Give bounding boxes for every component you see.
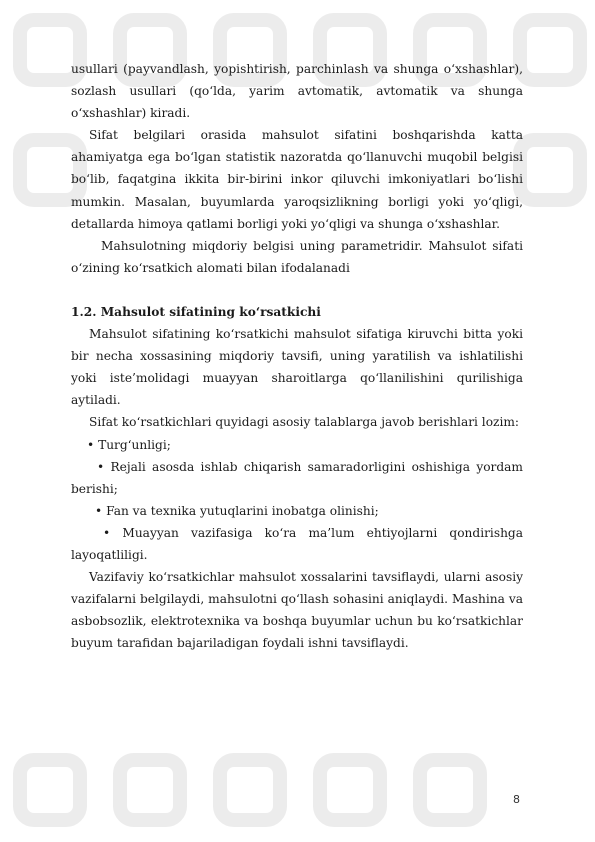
paragraph-functional-indicators: Vazifaviy ko‘rsatkichlar mahsulot xossalarini tavsiflaydi, ularni asosiy vazifalarni belgilaydi, mahsulotni qo‘llash sohasini aniqlaydi. Mashina va asbobsozlik, elektrotexnika va boshqa buyumlar uchun bu ko‘rsatkichlar buyum tarafidan bajariladigan foydali ishni tavsiflaydi.: [71, 570, 523, 651]
section-gap: [71, 279, 523, 301]
paragraph-requirements-intro: Sifat ko‘rsatkichlari quyidagi asosiy talablarga javob berishlari lozim:: [89, 415, 520, 430]
bullet-science: • Fan va texnika yutuqlarini inobatga olinishi;: [95, 503, 379, 518]
document-body: [71, 58, 523, 654]
bullet-stability: • Turg‘unligi;: [87, 437, 171, 452]
bullet-efficiency: • Rejali asosda ishlab chiqarish samaradorligini oshishiga yordam berishi;: [71, 459, 523, 496]
page-number: 8: [513, 793, 520, 806]
bullet-needs: • Muayyan vazifasiga ko‘ra ma’lum ehtiyojlarni qondirishga layoqatliligi.: [71, 525, 523, 562]
paragraph-intro: usullari (payvandlash, yopishtirish, parchinlash va shunga o‘xshashlar), sozlash usullari (qo‘lda, yarim avtomatik, avtomatik va shunga o‘xshashlar) kiradi.: [71, 62, 523, 121]
section-heading: 1.2. Mahsulot sifatining ko‘rsatkichi: [71, 304, 321, 319]
paragraph-definition: Mahsulot sifatining ko‘rsatkichi mahsulot sifatiga kiruvchi bitta yoki bir necha xossasining miqdoriy tavsifi, uning yaratilish va ishlatilishi yoki iste’molidagi muayyan sharoitlarga qo‘llanilishini qurilishiga aytiladi.: [71, 327, 523, 408]
paragraph-quality-signs: Sifat belgilari orasida mahsulot sifatini boshqarishda katta ahamiyatga ega bo‘lgan statistik nazoratda qo‘llanuvchi muqobil belgisi bo‘lib, faqatgina ikkita bir-birini inkor qiluvchi imkoniyatlari bo‘lishi mumkin. Masalan, buyumlarda yaroqsizlikning borligi yoki yo‘qligi, detallarda himoya qatlami borligi yoki yo‘qligi va shunga o‘xshashlar.: [71, 128, 523, 231]
paragraph-quantitative-sign: Mahsulotning miqdoriy belgisi uning parametridir. Mahsulot sifati o‘zining ko‘rsatkich alomati bilan ifodalanadi: [71, 238, 523, 275]
